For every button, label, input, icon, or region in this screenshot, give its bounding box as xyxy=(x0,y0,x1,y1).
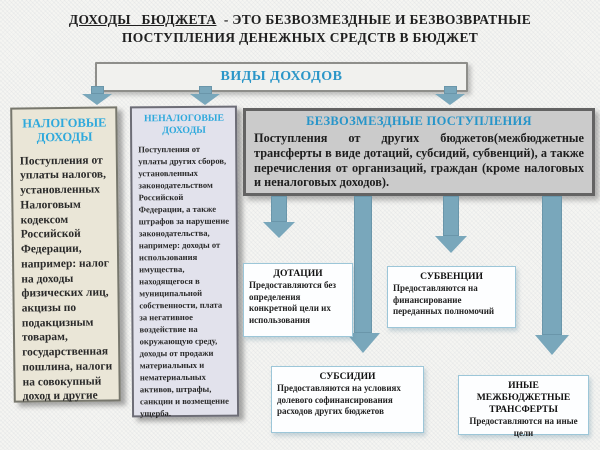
slide-title xyxy=(0,11,600,47)
arrow-head xyxy=(435,94,465,105)
arrow-down-icon xyxy=(435,196,467,253)
subsidies-body: Предоставляются на условиях долевого софинансирования расходов других бюджетов xyxy=(277,382,401,417)
arrow-stem xyxy=(199,86,212,94)
arrow-head xyxy=(435,236,467,253)
subventions-body: Предоставляются на финансирование переданных полномочий xyxy=(393,282,495,317)
arrow-stem xyxy=(444,86,457,94)
dotations-title: ДОТАЦИИ xyxy=(273,268,323,279)
arrow-down-icon xyxy=(435,86,465,105)
other-transfers-body: Предоставляются на иные цели xyxy=(469,415,578,438)
arrow-down-icon xyxy=(190,86,220,105)
slide-title-line1 xyxy=(0,11,600,29)
arrow-head xyxy=(82,94,112,105)
gratuitous-receipts-box xyxy=(243,108,595,196)
dotations-body: Предоставляются без определения конкретной цели их использования xyxy=(249,279,337,326)
dotations-box xyxy=(243,263,353,337)
tax-revenues-title: НАЛОГОВЫЕ ДОХОДЫ xyxy=(22,115,107,145)
subventions-title: СУБВЕНЦИИ xyxy=(420,271,483,282)
other-transfers-title: ИНЫЕ МЕЖБЮДЖЕТНЫЕ ТРАНСФЕРТЫ xyxy=(476,380,571,415)
other-transfers-box xyxy=(458,375,589,438)
tax-revenues-body: Поступления от уплаты налогов, установленных Налоговым кодексом Российской Федерации, например: налог на доходы физических лиц, акцизы по подакцизным товарам, государственная пошлина, налоги на совокупный доход и другие xyxy=(19,154,113,403)
subsidies-title: СУБСИДИИ xyxy=(319,371,376,382)
arrow-head xyxy=(190,94,220,105)
slide-title-rest: - ЭТО БЕЗВОЗМЕЗДНЫЕ И БЕЗВОЗВРАТНЫЕ xyxy=(223,12,532,27)
arrow-head xyxy=(535,335,569,355)
nontax-revenues-title: НЕНАЛОГОВЫЕ ДОХОДЫ xyxy=(143,112,225,136)
tax-revenues-column xyxy=(10,106,121,402)
types-of-income-label: ВИДЫ ДОХОДОВ xyxy=(220,69,343,84)
arrow-stem xyxy=(542,196,562,335)
nontax-revenues-column xyxy=(130,106,239,418)
arrow-down-icon xyxy=(263,196,295,238)
nontax-revenues-body: Поступления от уплаты других сборов, установленных законодательством Российской Федерации, а также штрафов за нарушение законодательства, например: доходы от использования имущества, находящегося в муниципальной собственности, плата за негативное воздействие на окружающую среду, доходы от продажи материальных и нематериальных активов, штрафы, санкции и возмещение ущерба. xyxy=(138,143,230,419)
slide-title-term: ДОХОДЫ БЮДЖЕТА xyxy=(68,12,217,27)
arrow-down-icon xyxy=(535,196,569,355)
arrow-stem xyxy=(354,196,372,333)
subventions-box xyxy=(387,266,516,328)
arrow-stem xyxy=(91,86,104,94)
arrow-stem xyxy=(443,196,459,236)
arrow-down-icon xyxy=(82,86,112,105)
subsidies-box xyxy=(271,366,424,433)
gratuitous-receipts-title: БЕЗВОЗМЕЗДНЫЕ ПОСТУПЛЕНИЯ xyxy=(306,114,532,128)
arrow-head xyxy=(263,222,295,238)
gratuitous-receipts-body: Поступления от других бюджетов(межбюджетные трансферты в виде дотаций, субсидий, субвенций), а также перечисления от организаций, граждан (кроме налоговых и неналоговых доходов). xyxy=(254,131,584,190)
arrow-stem xyxy=(271,196,287,222)
slide-title-line2: ПОСТУПЛЕНИЯ ДЕНЕЖНЫХ СРЕДСТВ В БЮДЖЕТ xyxy=(121,30,479,46)
types-of-income-box xyxy=(95,62,468,92)
